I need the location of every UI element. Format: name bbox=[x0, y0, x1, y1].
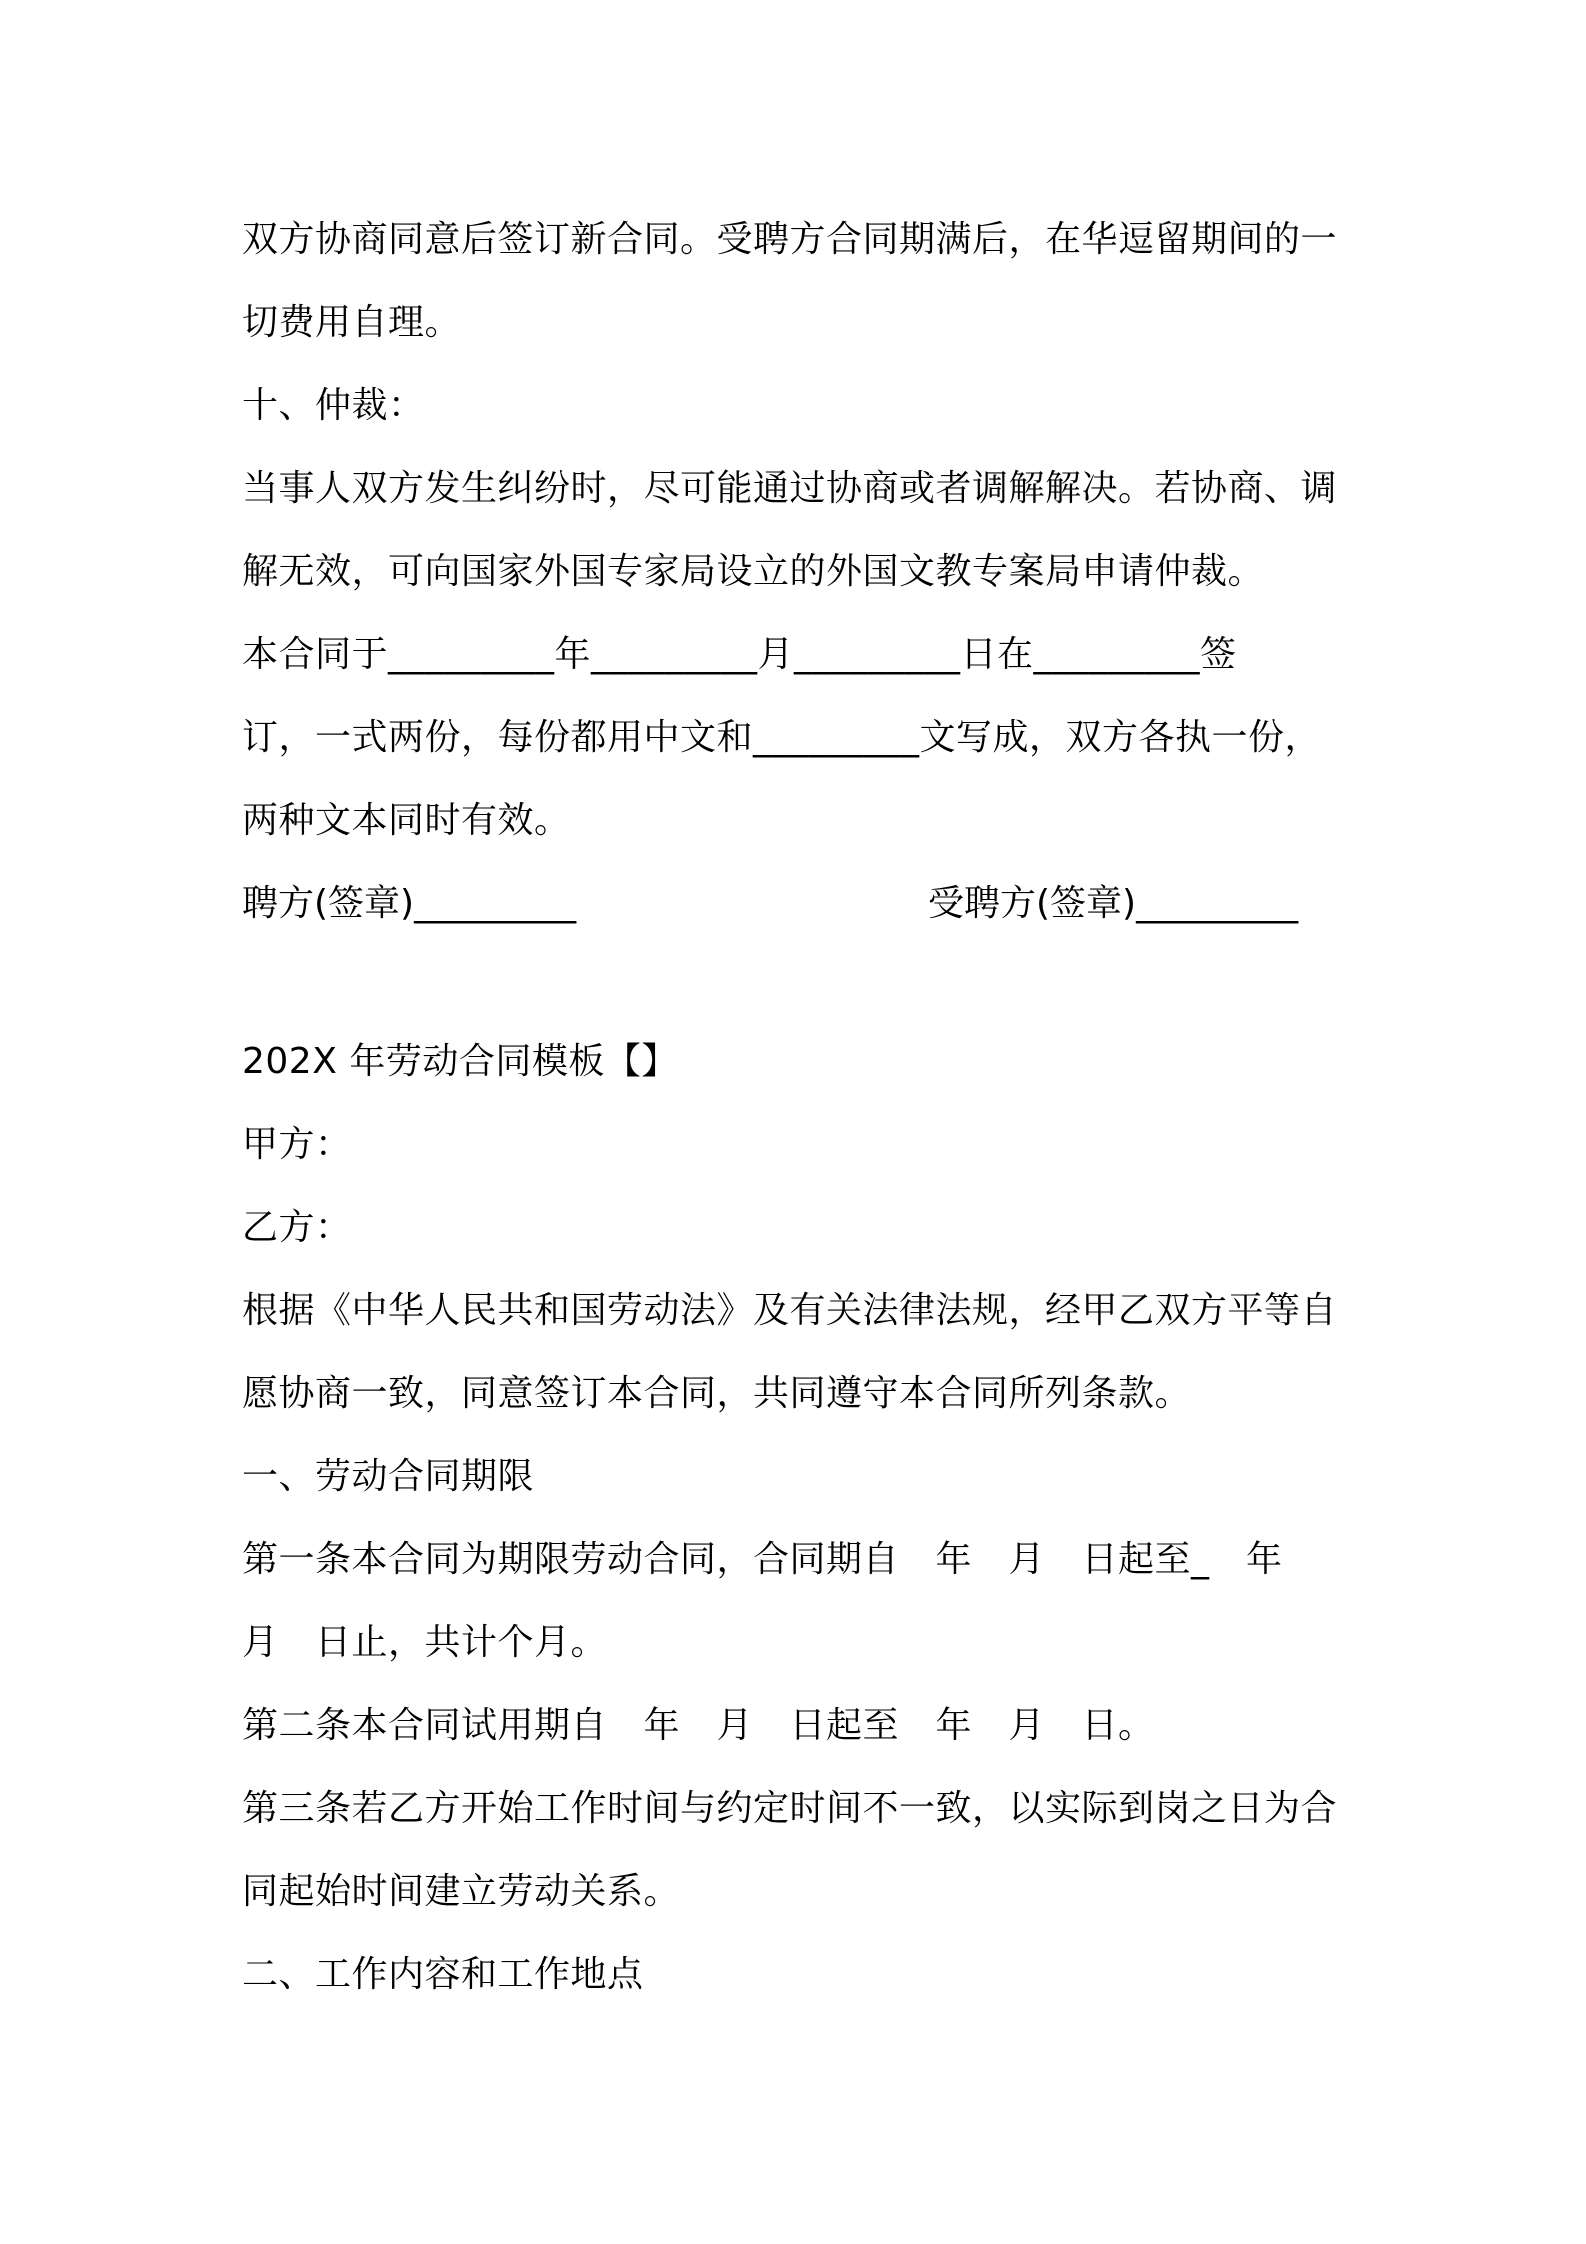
article-one-line: 月 日止，共计个月。 bbox=[242, 1622, 608, 1663]
paragraph-line: 双方协商同意后签订新合同。受聘方合同期满后，在华逗留期间的一 bbox=[242, 219, 1338, 260]
article-two-line: 第二条本合同试用期自 年 月 日起至 年 月 日。 bbox=[242, 1705, 1155, 1746]
article-three-line: 同起始时间建立劳动关系。 bbox=[242, 1871, 681, 1912]
employee-signature: 受聘方(签章)_________ bbox=[928, 883, 1299, 924]
section-spacer bbox=[242, 945, 1362, 1020]
section-heading-work-content: 二、工作内容和工作地点 bbox=[242, 1954, 644, 1995]
section-heading-contract-term: 一、劳动合同期限 bbox=[242, 1456, 535, 1497]
section-heading-arbitration: 十、仲裁： bbox=[242, 385, 425, 426]
intro-paragraph-line: 愿协商一致，同意签订本合同，共同遵守本合同所列条款。 bbox=[242, 1373, 1192, 1414]
party-b-label: 乙方： bbox=[242, 1207, 352, 1248]
contract-template-title: 202X 年劳动合同模板【】 bbox=[242, 1041, 678, 1082]
signing-date-line: 订，一式两份，每份都用中文和_________文写成，双方各执一份， bbox=[242, 717, 1322, 758]
signing-date-line: 两种文本同时有效。 bbox=[242, 800, 571, 841]
paragraph-line: 切费用自理。 bbox=[242, 302, 462, 343]
arbitration-paragraph-line: 解无效，可向国家外国专家局设立的外国文教专案局申请仲裁。 bbox=[242, 551, 1265, 592]
intro-paragraph-line: 根据《中华人民共和国劳动法》及有关法律法规，经甲乙双方平等自 bbox=[242, 1290, 1338, 1331]
arbitration-paragraph-line: 当事人双方发生纠纷时，尽可能通过协商或者调解解决。若协商、调 bbox=[242, 468, 1338, 509]
article-one-line: 第一条本合同为期限劳动合同，合同期自 年 月 日起至_ 年 bbox=[242, 1539, 1283, 1580]
signing-date-line: 本合同于_________年_________月_________日在_________签 bbox=[242, 634, 1237, 675]
document-body bbox=[242, 198, 1362, 2016]
employer-signature: 聘方(签章)_________ bbox=[242, 883, 577, 924]
article-three-line: 第三条若乙方开始工作时间与约定时间不一致，以实际到岗之日为合 bbox=[242, 1788, 1338, 1829]
signature-row bbox=[242, 862, 1362, 945]
party-a-label: 甲方： bbox=[242, 1124, 352, 1165]
